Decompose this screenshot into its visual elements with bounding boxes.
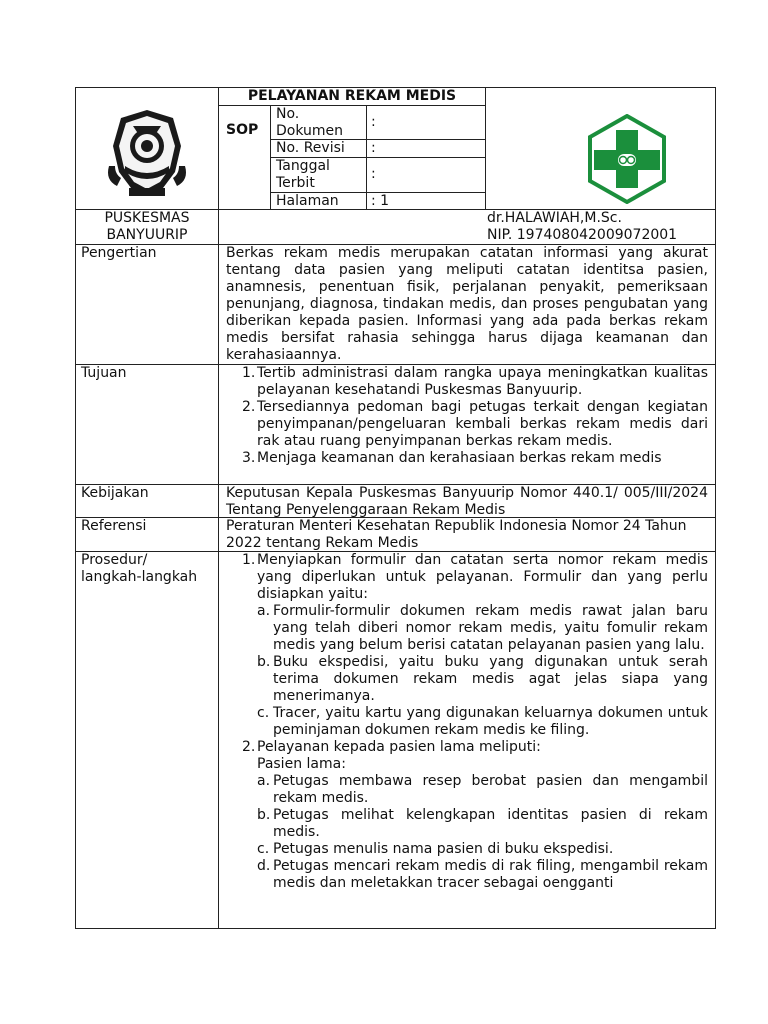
subitem-num: a.	[257, 773, 271, 789]
label-langkah: langkah-langkah	[81, 569, 198, 585]
sop-label: SOP	[226, 122, 259, 138]
subitem-text: Petugas melihat kelengkapan identitas pasien di rekam medis.	[273, 807, 708, 840]
subitem-num: d.	[257, 858, 271, 874]
subitem-text: Formulir-formulir dokumen rekam medis rawat jalan baru yang telah diberi nomor rekam medis, yaitu fomulir rekam medis yang belum berisi catatan pelayanan pasien yang lalu.	[273, 603, 708, 653]
subitem-num: b.	[257, 654, 271, 670]
label-kebijakan: Kebijakan	[81, 485, 149, 501]
prosedur-subitem	[242, 773, 708, 807]
text-pengertian: Berkas rekam medis merupakan catatan informasi yang akurat tentang data pasien yang meliputi catatan identitsa pasien, anamnesis, penentuan fisik, perjalanan penyakit, pemeriksaan penunjang, diagnosa, tindakan medis, dan proses pengubatan yang diberikan kepada pasien. Informasi yang ada pada berkas rekam medis bersifat rahasia sehingga harus dijaga keamanan dan kerahasiaannya.	[226, 245, 708, 363]
prosedur-subitem	[242, 858, 708, 892]
tujuan-num: 3.	[242, 450, 256, 466]
tujuan-text: Menjaga keamanan dan kerahasiaan berkas rekam medis	[257, 450, 662, 466]
tujuan-text: Tersediannya pedoman bagi petugas terkait dengan kegiatan penyimpanan/pengeluaran kembali berkas rekam medis dari rak atau ruang penyimpanan berkas rekam medis.	[257, 399, 708, 449]
border-right	[715, 87, 716, 929]
text-referensi: Peraturan Menteri Kesehatan Republik Indonesia Nomor 24 Tahun 2022 tentang Rekam Medis	[226, 518, 687, 551]
regency-emblem-logo	[103, 106, 191, 200]
subhead-text: Pasien lama:	[257, 756, 346, 772]
label-tujuan: Tujuan	[81, 365, 127, 381]
field-value-no-revisi: :	[371, 140, 376, 156]
puskesmas-logo	[582, 114, 672, 204]
subitem-num: b.	[257, 807, 271, 823]
tujuan-item	[242, 365, 708, 399]
org-name: PUSKESMAS BANYUURIP	[104, 210, 190, 243]
label-referensi: Referensi	[81, 518, 147, 534]
signer-name: dr.HALAWIAH,M.Sc.	[487, 210, 622, 226]
step-num: 2.	[242, 739, 256, 755]
tujuan-num: 1.	[242, 365, 256, 381]
tujuan-list	[242, 365, 708, 467]
prosedur-subitem	[242, 841, 708, 858]
subitem-text: Buku ekspedisi, yaitu buku yang digunakan untuk serah terima dokumen rekam medis agat jelas siapa yang menerimanya.	[273, 654, 708, 704]
tujuan-text: Tertib administrasi dalam rangka upaya meningkatkan kualitas pelayanan kesehatandi Puskesmas Banyuurip.	[257, 365, 708, 398]
border-bottom	[75, 928, 716, 929]
label-pengertian: Pengertian	[81, 245, 157, 261]
subitem-num: c.	[257, 705, 270, 721]
prosedur-subitem	[242, 654, 708, 705]
field-value-no-dokumen: :	[371, 114, 376, 130]
text-kebijakan: Keputusan Kepala Puskesmas Banyuurip Nomor 440.1/ 005/III/2024 Tentang Penyelenggaraan Rekam Medis	[226, 485, 708, 518]
document-title: PELAYANAN REKAM MEDIS	[247, 88, 457, 104]
subitem-num: c.	[257, 841, 270, 857]
tujuan-item	[242, 450, 708, 467]
prosedur-step	[242, 552, 708, 603]
field-label-tanggal-terbit: Tanggal Terbit	[276, 158, 330, 191]
field-label-no-revisi: No. Revisi	[276, 140, 345, 156]
step-text: Menyiapkan formulir dan catatan serta nomor rekam medis yang diperlukan untuk pelayanan. Formulir dan yang perlu disiapkan yaitu:	[257, 552, 708, 602]
prosedur-list	[242, 552, 708, 892]
tujuan-num: 2.	[242, 399, 256, 415]
prosedur-subitem	[242, 705, 708, 739]
subitem-text: Petugas menulis nama pasien di buku ekspedisi.	[273, 841, 614, 857]
prosedur-step	[242, 739, 708, 756]
prosedur-subhead	[242, 756, 708, 773]
step-text: Pelayanan kepada pasien lama meliputi:	[257, 739, 541, 755]
field-value-tanggal-terbit: :	[371, 166, 376, 182]
subitem-text: Petugas membawa resep berobat pasien dan mengambil rekam medis.	[273, 773, 708, 806]
label-prosedur: Prosedur/	[81, 552, 148, 568]
step-num: 1.	[242, 552, 256, 568]
column-divider	[218, 87, 219, 929]
subitem-num: a.	[257, 603, 271, 619]
field-label-no-dokumen: No. Dokumen	[276, 106, 344, 139]
field-label-halaman: Halaman	[276, 193, 339, 209]
subitem-text: Tracer, yaitu kartu yang digunakan keluarnya dokumen untuk peminjaman dokumen rekam medis ke filing.	[273, 705, 708, 738]
tujuan-item	[242, 399, 708, 450]
subitem-text: Petugas mencari rekam medis di rak filing, mengambil rekam medis dan meletakkan tracer sebagai oengganti	[273, 858, 708, 891]
prosedur-subitem	[242, 603, 708, 654]
border-left	[75, 87, 76, 929]
field-value-halaman: : 1	[371, 193, 390, 209]
signer-nip: NIP. 197408042009072001	[487, 227, 678, 243]
prosedur-subitem	[242, 807, 708, 841]
